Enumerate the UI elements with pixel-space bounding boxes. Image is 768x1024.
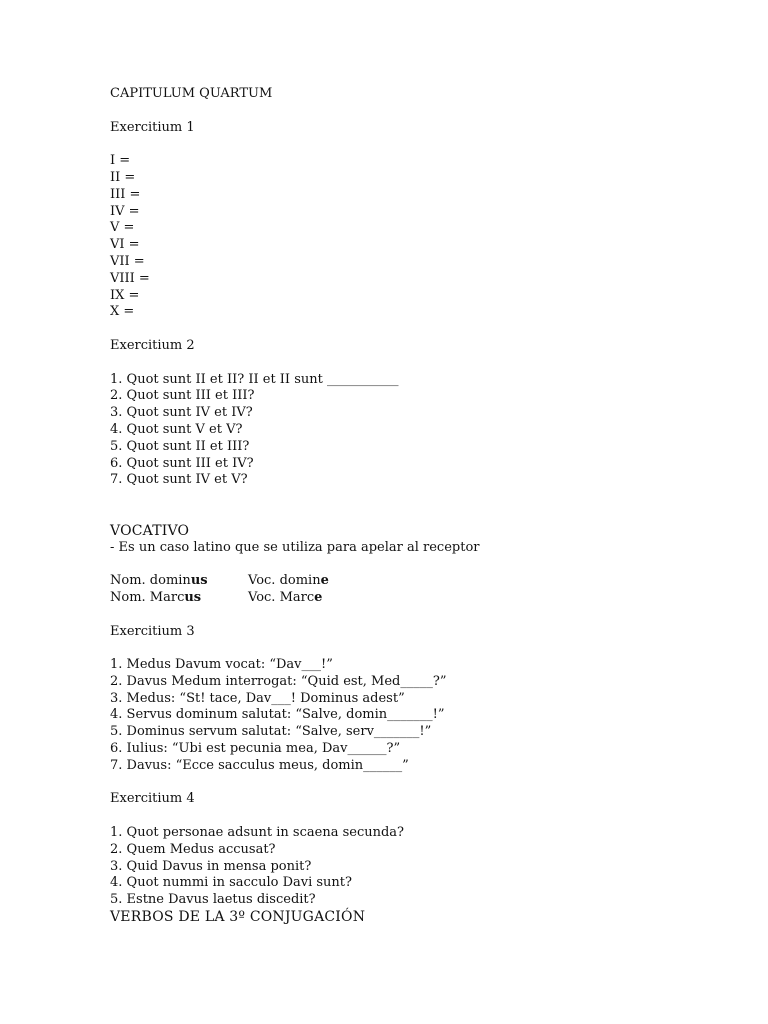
chapter-title: CAPITULUM QUARTUM xyxy=(110,86,273,101)
exercise-1-list xyxy=(110,153,710,321)
list-item: II = xyxy=(110,169,136,185)
list-item: I = xyxy=(110,153,131,169)
list-item: 4. Quot sunt V et V? xyxy=(110,421,243,437)
exercise-4-list xyxy=(110,825,710,909)
list-item: IX = xyxy=(110,287,140,303)
exercise-3-heading: Exercitium 3 xyxy=(110,623,195,639)
list-item: 3. Quot sunt IV et IV? xyxy=(110,405,253,421)
list-item: 5. Quot sunt II et III? xyxy=(110,438,250,454)
list-item: VIII = xyxy=(110,270,150,286)
list-item: 6. Iulius: “Ubi est pecunia mea, Dav______?” xyxy=(110,741,401,757)
list-item: 4. Quot nummi in sacculo Davi sunt? xyxy=(110,875,352,891)
list-item: 1. Quot personae adsunt in scaena secunda? xyxy=(110,825,405,841)
exercise-4-heading: Exercitium 4 xyxy=(110,791,195,807)
exercise-2-list xyxy=(110,372,710,490)
list-item: III = xyxy=(110,186,141,202)
vocativo-table xyxy=(110,573,710,607)
vocab-row xyxy=(110,573,710,590)
list-item: X = xyxy=(110,304,135,320)
vocative-form: Voc. Marce xyxy=(248,589,323,605)
vocativo-heading: VOCATIVO xyxy=(110,522,190,539)
list-item: 3. Quid Davus in mensa ponit? xyxy=(110,858,312,874)
list-item: 4. Servus dominum salutat: “Salve, domin_______!” xyxy=(110,707,445,723)
list-item: 2. Davus Medum interrogat: “Quid est, Med_____?” xyxy=(110,673,447,689)
verbs-heading: VERBOS DE LA 3º CONJUGACIÓN xyxy=(110,909,366,926)
exercise-3-list xyxy=(110,657,710,775)
list-item: 5. Dominus servum salutat: “Salve, serv_______!” xyxy=(110,724,432,740)
list-item: V = xyxy=(110,220,135,236)
list-item: 1. Medus Davum vocat: “Dav___!” xyxy=(110,657,333,673)
list-item: VII = xyxy=(110,253,145,269)
exercise-1-heading: Exercitium 1 xyxy=(110,119,195,135)
list-item: 7. Quot sunt IV et V? xyxy=(110,472,248,488)
exercise-2-heading: Exercitium 2 xyxy=(110,337,195,353)
list-item: 5. Estne Davus laetus discedit? xyxy=(110,892,316,908)
list-item: 1. Quot sunt II et II? II et II sunt ___________ xyxy=(110,371,399,387)
document-page xyxy=(110,86,710,926)
list-item: 7. Davus: “Ecce sacculus meus, domin______” xyxy=(110,757,409,773)
vocativo-definition: - Es un caso latino que se utiliza para apelar al receptor xyxy=(110,539,480,555)
list-item: 2. Quem Medus accusat? xyxy=(110,841,276,857)
list-item: 2. Quot sunt III et III? xyxy=(110,388,255,404)
vocative-form: Voc. domine xyxy=(248,573,329,589)
list-item: 6. Quot sunt III et IV? xyxy=(110,455,254,471)
vocab-row xyxy=(110,590,710,607)
nominative-form: Nom. Marcus xyxy=(110,589,202,605)
list-item: IV = xyxy=(110,203,140,219)
list-item: 3. Medus: “St! tace, Dav___! Dominus adest” xyxy=(110,690,405,706)
nominative-form: Nom. dominus xyxy=(110,573,208,589)
list-item: VI = xyxy=(110,237,140,253)
